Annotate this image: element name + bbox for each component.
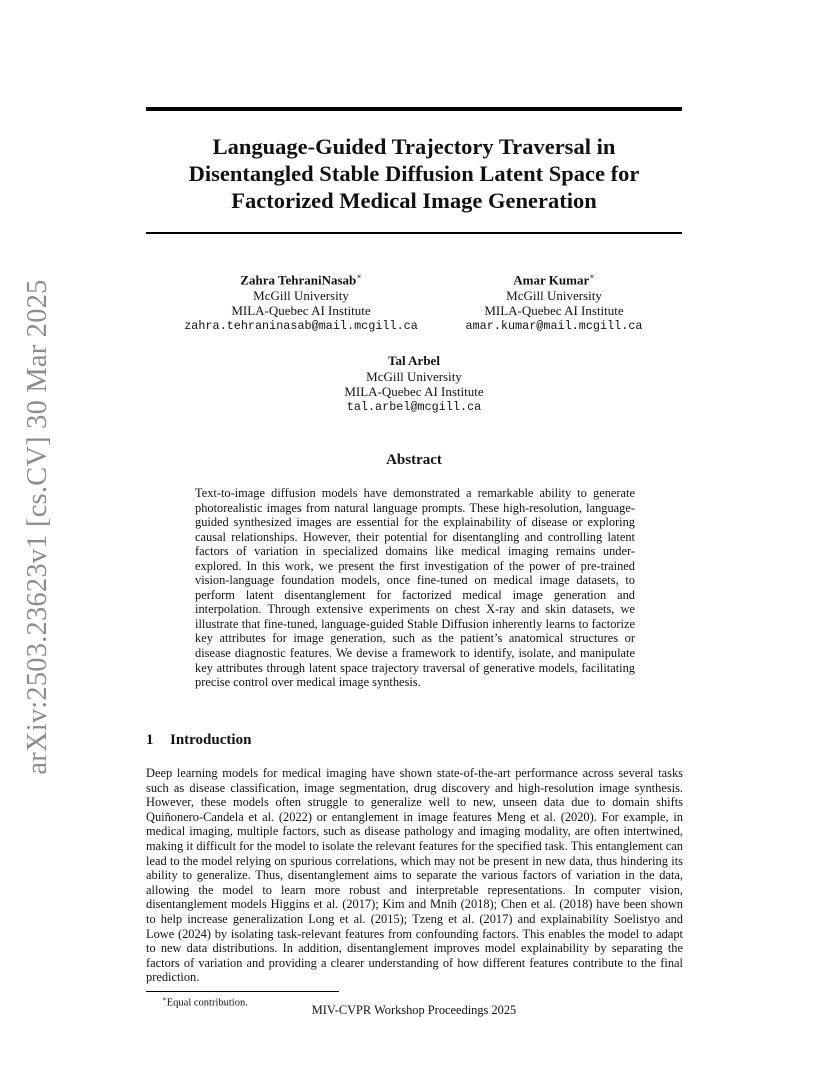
author-affiliation: McGill University: [366, 368, 462, 384]
equal-contribution-mark: ∗: [589, 272, 595, 281]
author-email: amar.kumar@mail.mcgill.ca: [465, 318, 643, 333]
title-bottom-rule: [146, 232, 682, 234]
author-email: zahra.tehraninasab@mail.mcgill.ca: [184, 318, 418, 333]
title-line: Factorized Medical Image Generation: [231, 188, 597, 213]
page-footer: MIV-CVPR Workshop Proceedings 2025: [311, 1003, 517, 1017]
author-block: [453, 269, 655, 334]
equal-contribution-mark: ∗: [356, 272, 362, 281]
author-email: tal.arbel@mcgill.ca: [346, 399, 482, 414]
author-name-line: [170, 269, 432, 288]
abstract-text: Text-to-image diffusion models have demonstrated a remarkable ability to generate photorealistic images from natural language prompts. These high-resolution, language-guided synthesized images are essential for the explainability of disease or exploring causal relationships. However, their potential for disentangling and controlling latent factors of variation in specialized domains like medical imaging remains under-explored. In this work, we present the first investigation of the power of pre-trained vision-language foundation models, once fine-tuned on medical image datasets, to perform latent disentanglement for factorized medical image generation and interpolation. Through extensive experiments on chest X-ray and skin datasets, we illustrate that fine-tuned, language-guided Stable Diffusion inherently learns to factorize key attributes for image generation, such as the patient’s anatomical structures or disease diagnostic features. We devise a framework to identify, isolate, and manipulate key attributes through latent space trajectory traversal of generative models, facilitating precise control over medical image synthesis.: [195, 486, 635, 690]
author-name: Zahra TehraniNasab: [240, 272, 357, 288]
section-title: Introduction: [170, 732, 252, 748]
title-top-rule: [146, 107, 682, 111]
footnote-rule: [146, 991, 339, 992]
author-affiliation: MILA-Quebec AI Institute: [231, 303, 371, 319]
abstract-heading: Abstract: [386, 452, 442, 468]
author-affiliation: McGill University: [506, 287, 602, 303]
title-line: Disentangled Stable Diffusion Latent Space for: [188, 161, 640, 186]
author-affiliation: MILA-Quebec AI Institute: [484, 303, 624, 319]
author-block: [170, 269, 432, 334]
author-name: Tal Arbel: [388, 353, 440, 368]
author-block: [314, 353, 514, 415]
paper-title: [146, 133, 682, 214]
footnote-text: Equal contribution.: [166, 997, 248, 1009]
author-affiliation: MILA-Quebec AI Institute: [344, 384, 484, 399]
introduction-text: Deep learning models for medical imaging have shown state-of-the-art performance across several tasks such as disease classification, image segmentation, drug discovery and high-resolution image synthesis. However, these models often struggle to generalize well to new, unseen data due to domain shifts Quiñonero-Candela et al. (2022) or entanglement in image features Meng et al. (2020). For example, in medical imaging, multiple factors, such as disease pathology and imaging modality, are often intertwined, making it difficult for the model to isolate the relevant features for the specified task. This entanglement can lead to the model relying on spurious correlations, which may not be present in new data, thus hindering its ability to generalize. Thus, disentanglement aims to separate the various factors of variation in the data, allowing the model to learn more robust and interpretable representations. In computer vision, disentanglement models Higgins et al. (2017); Kim and Mnih (2018); Chen et al. (2018) have been shown to help increase generalization Long et al. (2015); Tzeng et al. (2017) and explainability Soelistyo and Lowe (2024) by isolating task-relevant features from confounding factors. This enables the model to adapt to new data distributions. In addition, disentanglement improves model explainability by separating the factors of variation and providing a clearer understanding of how different features contribute to the final prediction.: [146, 766, 683, 985]
footnote-mark: ∗: [162, 995, 167, 1003]
arxiv-identifier: arXiv:2503.23623v1 [cs.CV] 30 Mar 2025: [22, 279, 53, 775]
author-name: Amar Kumar: [513, 272, 590, 288]
section-number: 1: [146, 732, 154, 748]
author-affiliation: McGill University: [253, 287, 349, 303]
section-heading: [146, 731, 251, 749]
title-line: Language-Guided Trajectory Traversal in: [212, 134, 616, 159]
author-name-line: [453, 269, 655, 288]
